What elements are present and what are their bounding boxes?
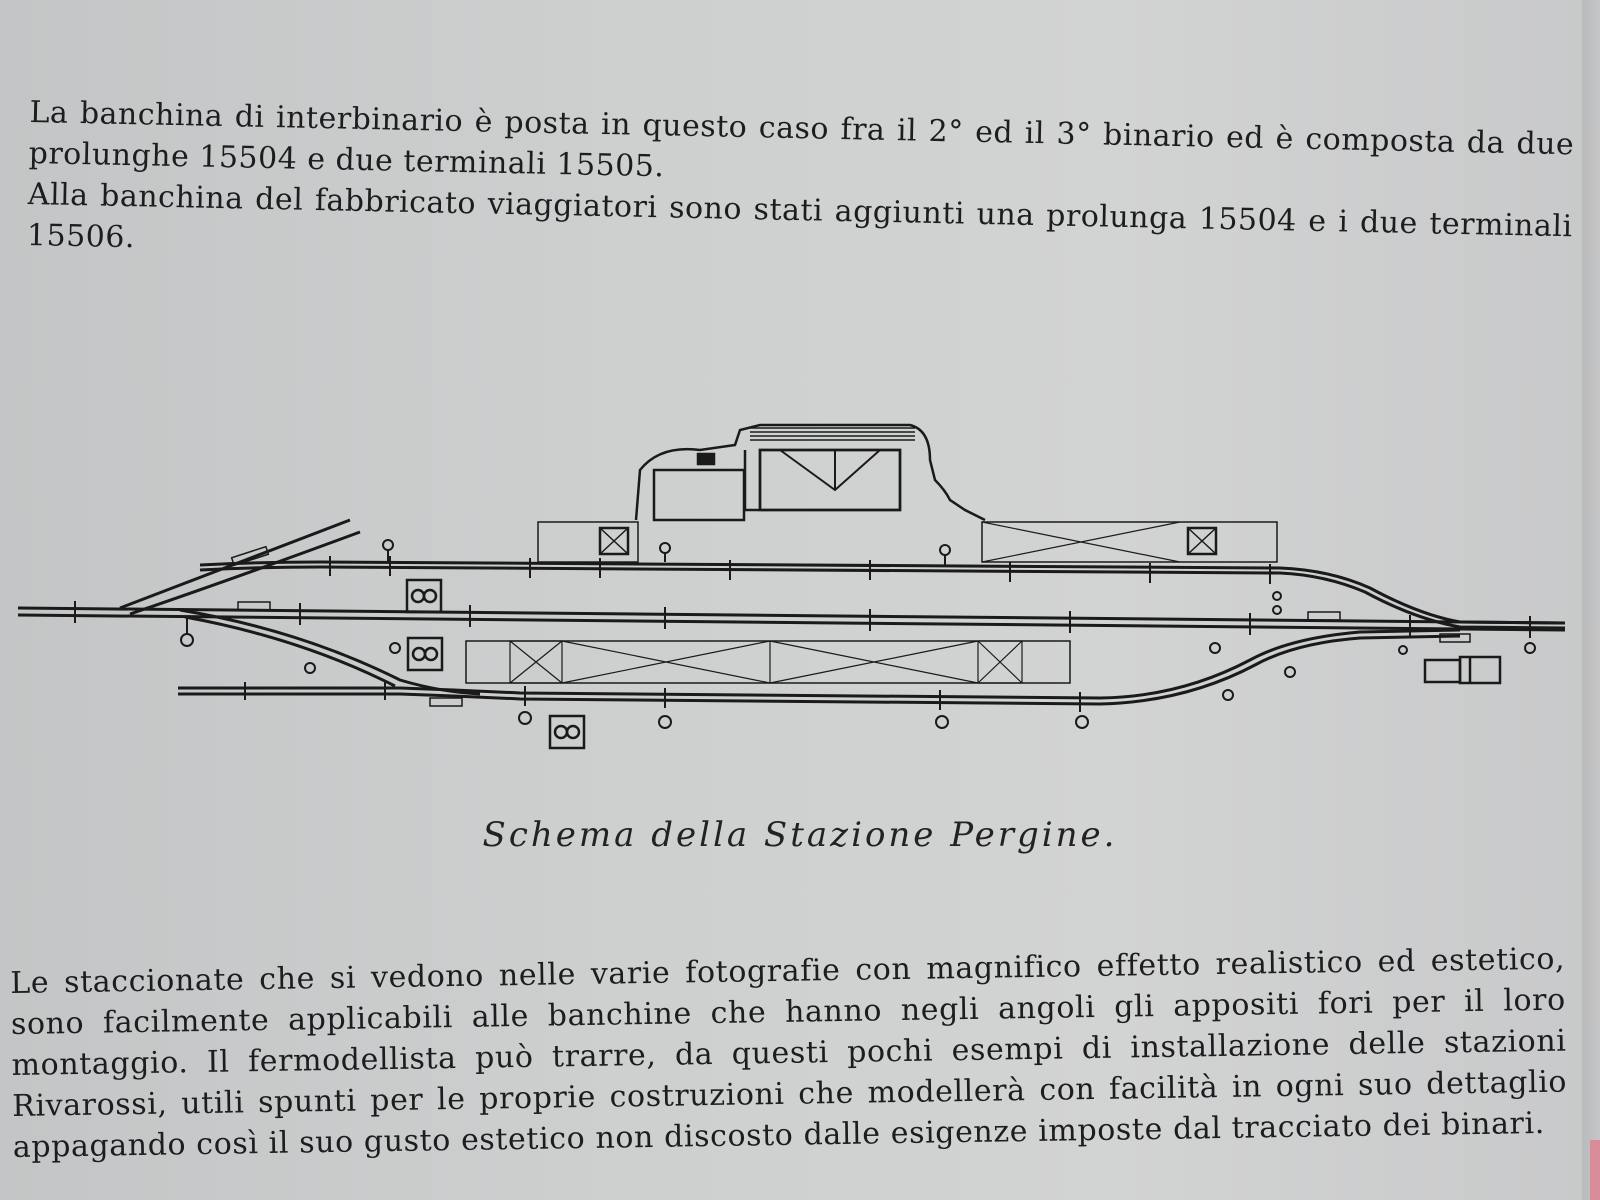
station-track-diagram [0,410,1600,780]
page-marker-tab [1590,1140,1600,1200]
canopy-hatching [750,428,915,440]
island-platform [466,641,1070,683]
intro-paragraph [27,92,1575,288]
lamp-symbols [407,580,584,748]
intro-line-platform: La banchina di interbinario è posta in questo caso fra il 2° ed il 3° binario ed è composta da due prolunghe 15504 e due terminali 15505. [28,94,1575,185]
platform-building-right [982,522,1277,562]
closing-text: Le staccionate che si vedono nelle varie fotografie con magnifico effetto realistico ed estetico, sono facilmente applicabili alle banchine che hanno negli angoli gli appositi fori per il loro montaggio. Il fermodellista può trarre, da questi pochi esempi di installazione delle stazioni Rivarossi, utili spunti per le proprie costruzioni che modellerà con facilità in ogni suo dettaglio appagando così il suo gusto estetico non discosto dalle esigenze imposte dal tracciato dei binari. [10,941,1568,1165]
diagram-caption: Schema della Stazione Pergine. [482,815,1118,855]
intro-line-building: Alla banchina del fabbricato viaggiatori sono stati aggiunti una prolunga 15504 e i due terminali 15506. [26,176,1573,256]
building-wing [654,470,744,520]
closing-paragraph [10,939,1568,1168]
page-edge [1582,0,1600,1200]
buffer-stop [1425,657,1500,683]
